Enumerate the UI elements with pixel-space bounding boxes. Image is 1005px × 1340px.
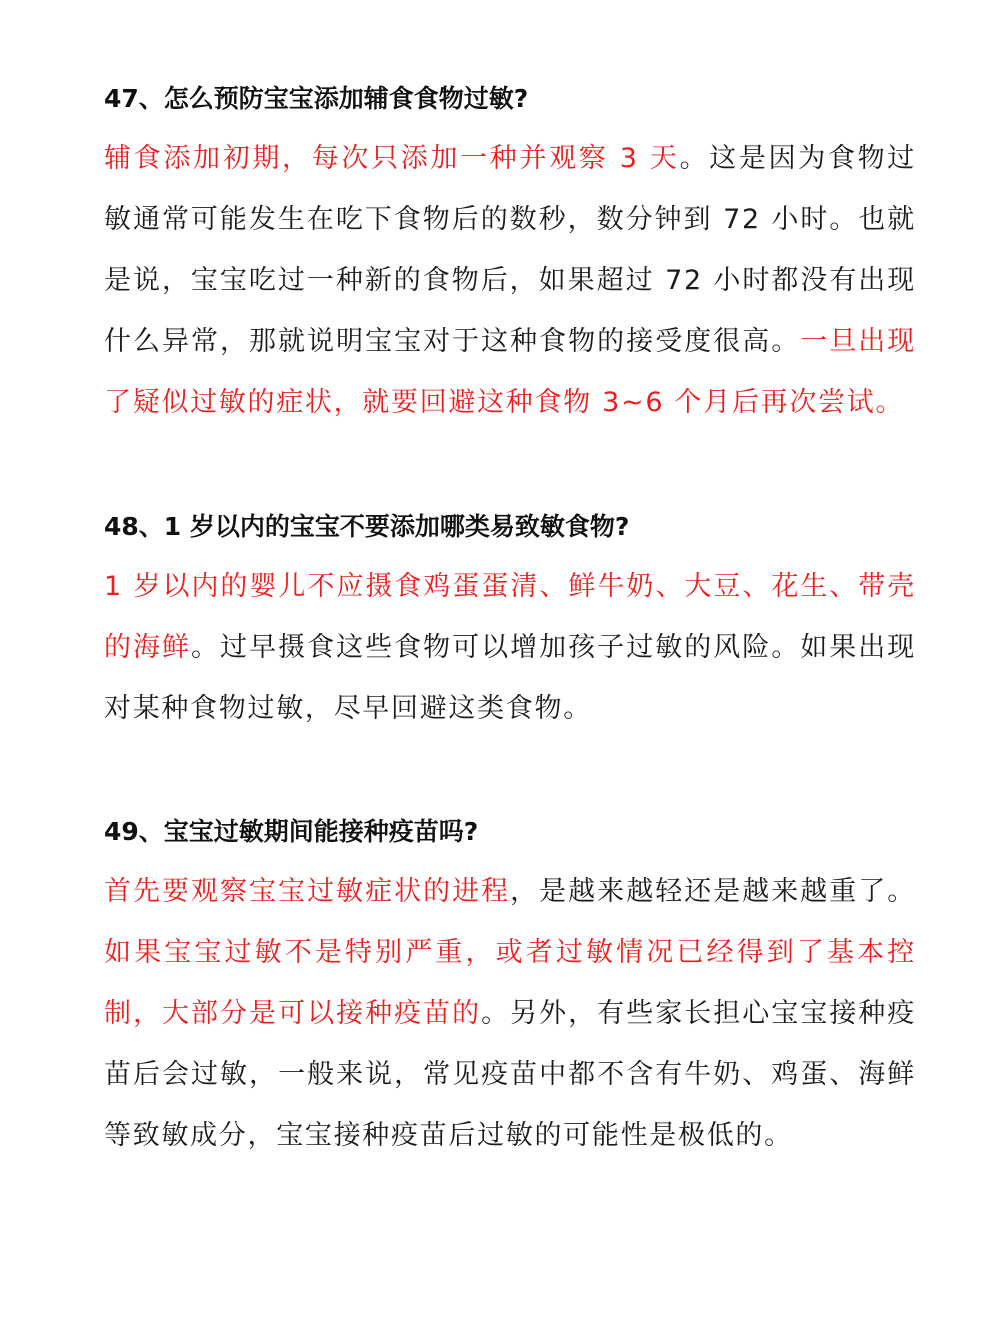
question-title: 48、1 岁以内的宝宝不要添加哪类易致敏食物?	[104, 512, 630, 541]
highlight-text: 一旦出现了疑似过敏的症状，就要回避这种食物 3~6 个月后再次尝试。	[104, 326, 916, 418]
section-49	[104, 817, 916, 1166]
highlight-text: 如果宝宝过敏不是特别严重，或者过敏情况已经得到了基本控制，大部分是可以接种疫苗的	[104, 937, 916, 1029]
body-text: 。另外，有些家长担心宝宝接种疫苗后会过敏，一般来说，常见疫苗中都不含有牛奶、鸡蛋、海鲜等致敏成分，宝宝接种疫苗后过敏的可能性是极低的。	[104, 998, 916, 1151]
highlight-text: 首先要观察宝宝过敏症状的进程	[104, 876, 511, 907]
answer-paragraph	[104, 128, 916, 433]
section-48	[104, 512, 916, 739]
answer-paragraph	[104, 556, 916, 739]
question-title: 49、宝宝过敏期间能接种疫苗吗?	[104, 817, 479, 846]
section-47	[104, 84, 916, 433]
question-title: 47、怎么预防宝宝添加辅食食物过敏?	[104, 84, 529, 113]
answer-paragraph	[104, 861, 916, 1166]
body-text: 。过早摄食这些食物可以增加孩子过敏的风险。如果出现对某种食物过敏，尽早回避这类食物。	[104, 632, 917, 724]
body-text: 。这是因为食物过敏通常可能发生在吃下食物后的数秒，数分钟到 72 小时。也就是说，宝宝吃过一种新的食物后，如果超过 72 小时都没有出现什么异常，那就说明宝宝对于这种食物的接受度很高。	[104, 143, 916, 357]
highlight-text: 1 岁以内的婴儿不应摄食鸡蛋蛋清、鲜牛奶、大豆、花生、带壳的海鲜	[104, 571, 916, 663]
highlight-text: 辅食添加初期，每次只添加一种并观察 3 天	[104, 143, 680, 174]
body-text: ，是越来越轻还是越来越重了。	[510, 876, 916, 907]
